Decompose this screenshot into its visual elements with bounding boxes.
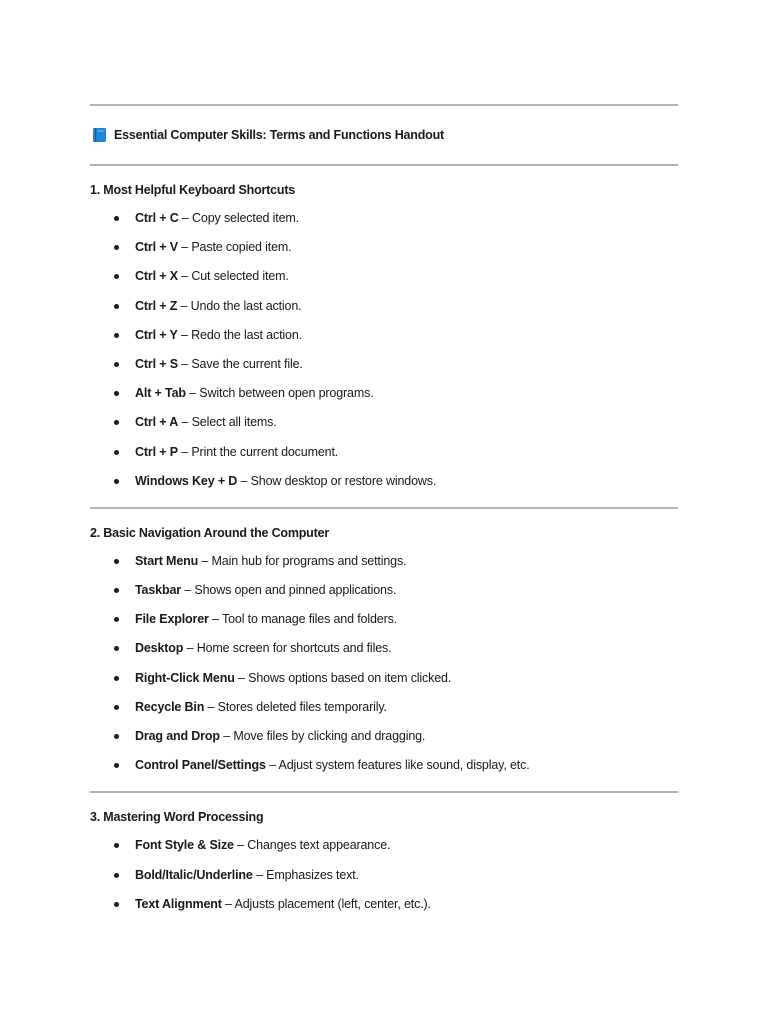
list-item (90, 576, 678, 605)
bullet-list (90, 204, 678, 496)
bullet-icon (114, 333, 119, 338)
item-description: – Changes text appearance. (233, 838, 391, 853)
bullet-icon (114, 873, 119, 878)
bullet-icon (114, 763, 119, 768)
bullet-icon (114, 588, 119, 593)
item-description: – Show desktop or restore windows. (237, 473, 437, 488)
list-item (90, 379, 678, 408)
bullet-icon (114, 245, 119, 250)
bullet-icon (114, 391, 119, 396)
section-heading: 3. Mastering Word Processing (90, 810, 264, 825)
list-item (90, 751, 678, 780)
page-title: Essential Computer Skills: Terms and Functions Handout (114, 128, 444, 142)
item-description: – Select all items. (178, 415, 277, 430)
item-description: – Tool to manage files and folders. (208, 612, 398, 627)
bullet-list (90, 831, 678, 919)
list-item (90, 438, 678, 467)
bullet-icon (114, 274, 119, 279)
item-term: Taskbar (135, 583, 181, 598)
section-heading: 2. Basic Navigation Around the Computer (90, 525, 329, 540)
list-item (90, 547, 678, 576)
section-1 (90, 166, 678, 496)
section-3 (90, 793, 678, 919)
list-item (90, 408, 678, 437)
item-description: – Print the current document. (177, 444, 339, 459)
list-item (90, 321, 678, 350)
item-description: – Main hub for programs and settings. (198, 553, 407, 568)
blue-book-icon (93, 128, 106, 142)
item-description: – Cut selected item. (177, 269, 289, 284)
list-item (90, 890, 678, 919)
bullet-icon (114, 362, 119, 367)
list-item (90, 292, 678, 321)
item-term: Start Menu (135, 553, 199, 568)
item-description: – Move files by clicking and dragging. (219, 729, 426, 743)
bullet-icon (114, 479, 119, 484)
item-description: – Home screen for shortcuts and files. (183, 641, 392, 656)
bullet-icon (114, 843, 119, 848)
item-description: – Undo the last action. (177, 298, 302, 313)
list-item (90, 693, 678, 722)
item-description: – Adjust system features like sound, display, etc. (265, 758, 530, 773)
item-term: Ctrl + V (135, 240, 178, 255)
item-term: Ctrl + C (135, 211, 179, 225)
section-2 (90, 509, 678, 781)
item-term: Ctrl + Y (135, 327, 178, 342)
handout-page (90, 104, 678, 919)
section-divider-wrap (90, 496, 678, 509)
item-term: Bold/Italic/Underline (135, 867, 253, 882)
bullet-icon (114, 420, 119, 425)
item-term: Ctrl + P (135, 444, 178, 459)
item-description: – Emphasizes text. (252, 867, 359, 882)
item-description: – Switch between open programs. (185, 386, 374, 401)
item-term: Ctrl + Z (135, 298, 178, 313)
item-term: Desktop (135, 641, 184, 656)
item-term: Ctrl + A (135, 415, 179, 430)
item-description: – Paste copied item. (177, 240, 292, 255)
item-description: – Shows options based on item clicked. (234, 670, 452, 685)
list-item (90, 664, 678, 693)
list-item (90, 722, 678, 751)
list-item (90, 204, 678, 233)
item-term: Control Panel/Settings (135, 758, 266, 773)
list-item (90, 350, 678, 379)
item-term: Recycle Bin (135, 699, 205, 714)
list-item (90, 233, 678, 262)
item-description: – Save the current file. (177, 356, 303, 371)
item-term: Drag and Drop (135, 729, 220, 743)
item-term: Ctrl + X (135, 269, 178, 284)
bullet-list (90, 547, 678, 781)
item-term: Windows Key + D (135, 473, 238, 488)
list-item (90, 634, 678, 663)
title-row (90, 106, 678, 164)
item-description: – Shows open and pinned applications. (180, 583, 397, 598)
bullet-icon (114, 304, 119, 309)
bullet-icon (114, 705, 119, 710)
section-divider-wrap (90, 780, 678, 793)
item-term: Right-Click Menu (135, 670, 235, 685)
item-term: Font Style & Size (135, 838, 234, 853)
bullet-icon (114, 559, 119, 564)
item-description: – Copy selected item. (178, 211, 299, 225)
bullet-icon (114, 734, 119, 739)
item-description: – Redo the last action. (177, 327, 302, 342)
item-term: Text Alignment (135, 896, 222, 911)
item-description: – Stores deleted files temporarily. (204, 699, 387, 714)
bullet-icon (114, 216, 119, 221)
list-item (90, 605, 678, 634)
list-item (90, 467, 678, 496)
bullet-icon (114, 676, 119, 681)
bullet-icon (114, 617, 119, 622)
item-term: Alt + Tab (135, 386, 186, 401)
item-term: File Explorer (135, 612, 209, 627)
bullet-icon (114, 450, 119, 455)
bullet-icon (114, 902, 119, 907)
item-description: – Adjusts placement (left, center, etc.). (221, 896, 431, 911)
list-item (90, 831, 678, 860)
list-item (90, 861, 678, 890)
bullet-icon (114, 646, 119, 651)
item-term: Ctrl + S (135, 356, 178, 371)
section-heading: 1. Most Helpful Keyboard Shortcuts (90, 183, 296, 197)
sections-container (90, 166, 678, 919)
list-item (90, 262, 678, 291)
